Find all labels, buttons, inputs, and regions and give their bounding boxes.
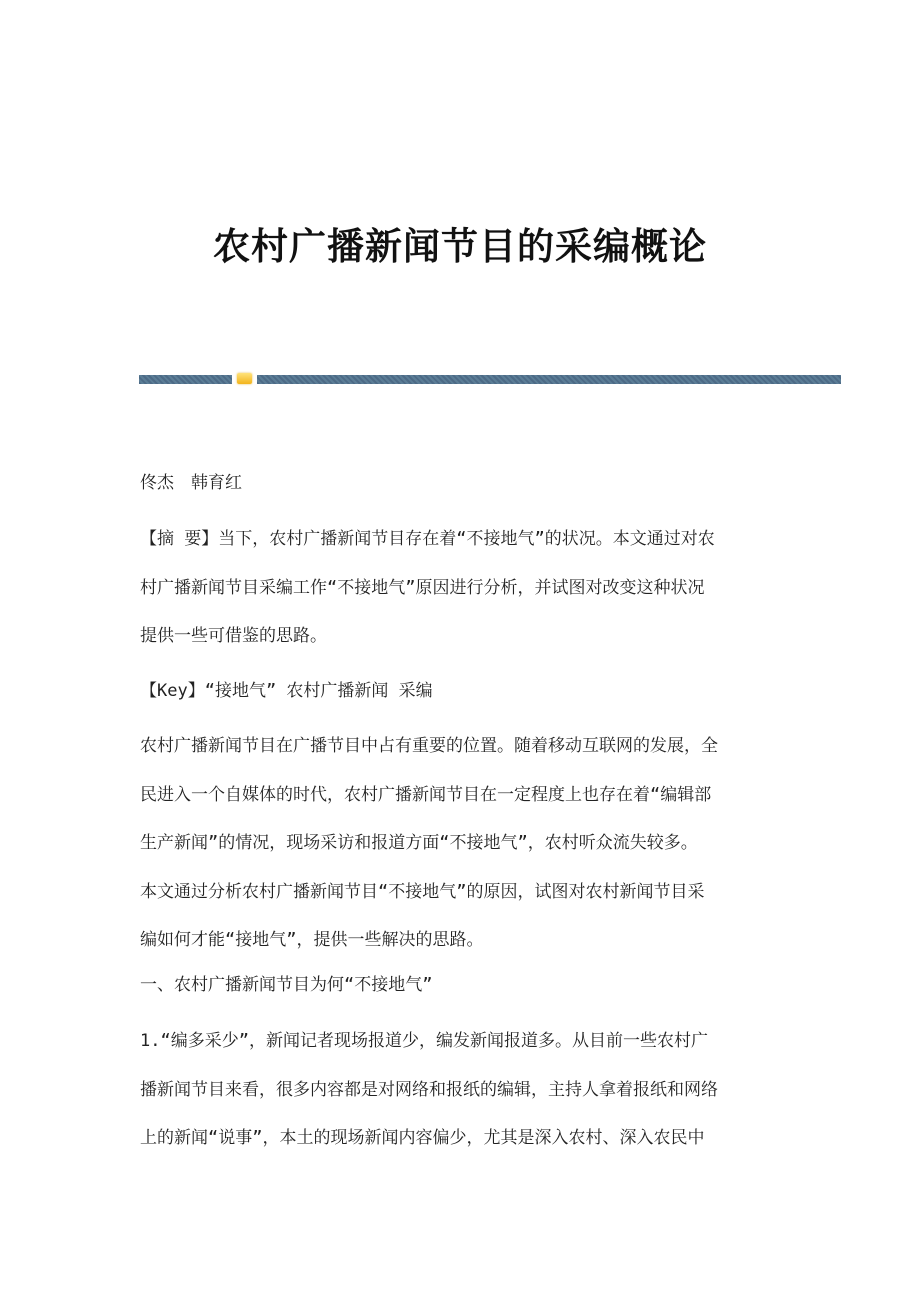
paragraph-line: 1.“编多采少”，新闻记者现场报道少，编发新闻报道多。从目前一些农村广 (140, 1031, 708, 1051)
section-heading: 一、农村广播新闻节目为何“不接地气” (140, 975, 433, 995)
section1-paragraph (140, 1017, 780, 1163)
divider-bar-left (139, 375, 232, 384)
intro-paragraph (140, 722, 780, 965)
divider-ornament-icon (237, 373, 252, 384)
paragraph-line: 播新闻节目来看，很多内容都是对网络和报纸的编辑，主持人拿着报纸和网络 (140, 1079, 718, 1100)
title-divider (139, 375, 841, 385)
document-title: 农村广播新闻节目的采编概论 (213, 225, 707, 268)
abstract-line: 村广播新闻节目采编工作“不接地气”原因进行分析，并试图对改变这种状况 (140, 577, 705, 598)
paragraph-line: 生产新闻”的情况，现场采访和报道方面“不接地气”，农村听众流失较多。 (140, 833, 698, 853)
authors: 佟杰 韩育红 (140, 473, 242, 493)
keywords: 【Key】“接地气” 农村广播新闻 采编 (140, 681, 433, 701)
divider-bar-right (257, 375, 841, 384)
abstract (140, 515, 780, 661)
paragraph-line: 民进入一个自媒体的时代，农村广播新闻节目在一定程度上也存在着“编辑部 (140, 784, 712, 805)
paragraph-line: 编如何才能“接地气”，提供一些解决的思路。 (140, 930, 484, 950)
paragraph-line: 上的新闻“说事”，本土的现场新闻内容偏少，尤其是深入农村、深入农民中 (140, 1128, 705, 1148)
abstract-line: 【摘 要】当下，农村广播新闻节目存在着“不接地气”的状况。本文通过对农 (140, 529, 715, 549)
paragraph-line: 农村广播新闻节目在广播节目中占有重要的位置。随着移动互联网的发展，全 (140, 736, 718, 756)
paragraph-line: 本文通过分析农村广播新闻节目“不接地气”的原因，试图对农村新闻节目采 (140, 881, 705, 902)
abstract-line: 提供一些可借鉴的思路。 (140, 626, 327, 646)
